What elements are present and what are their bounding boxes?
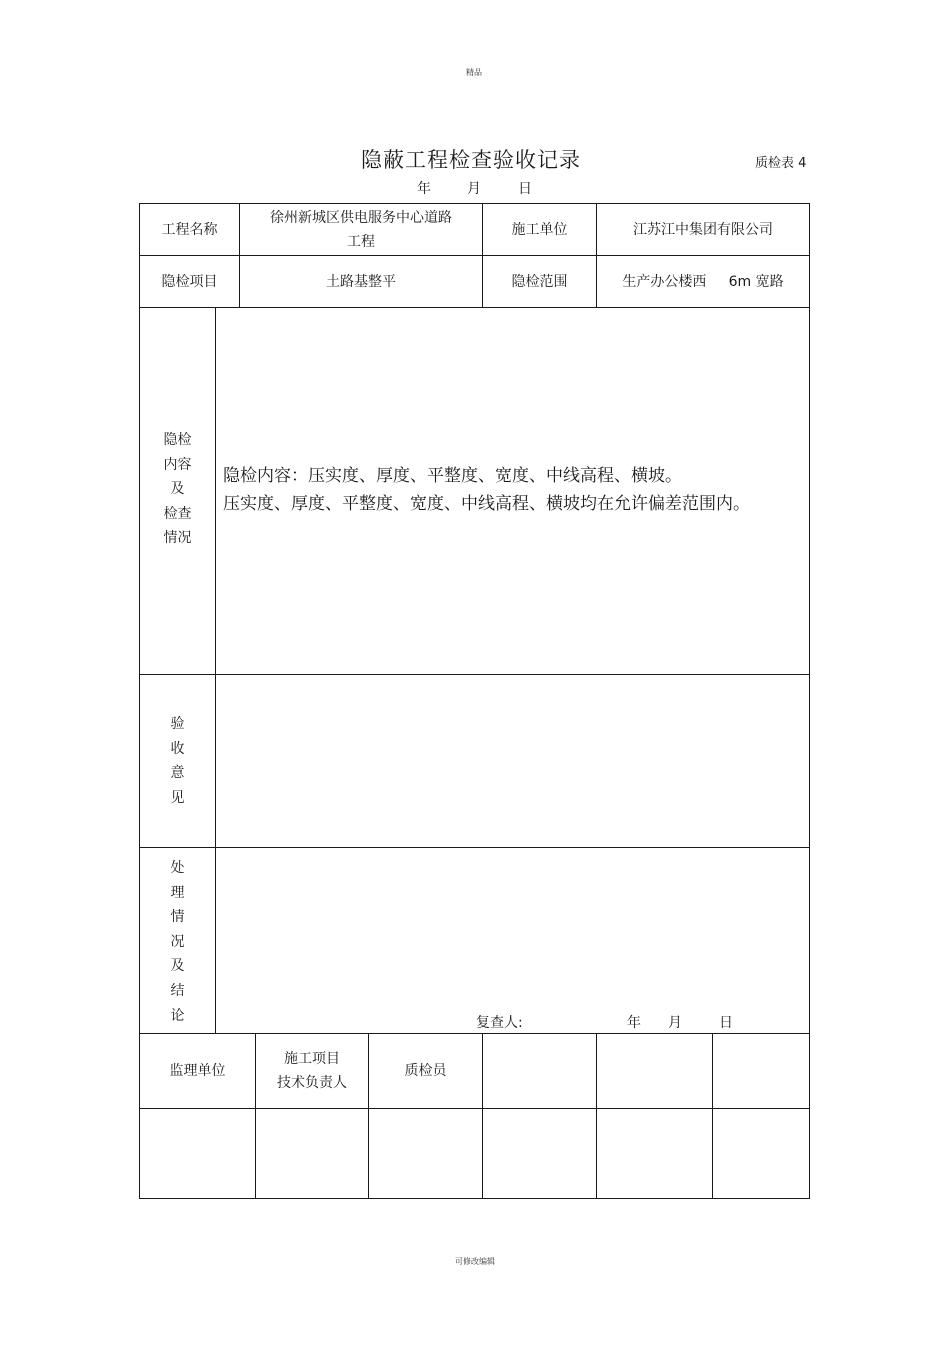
- inspection-scope: 生产办公楼西 6m 宽路: [622, 273, 784, 290]
- reviewer-row: [0, 1012, 950, 1032]
- header-date-month: 月: [467, 181, 481, 197]
- project-name-line2: 工程: [347, 233, 375, 250]
- header-date-year: 年: [417, 181, 431, 197]
- table-vline: [596, 1033, 597, 1199]
- label-inspection-item: 隐检项目: [161, 273, 218, 290]
- inspection-content-line1: 隐检内容：压实度、厚度、平整度、宽度、中线高程、横坡。: [223, 466, 682, 486]
- label-line: 及: [170, 481, 185, 498]
- header-date: [0, 178, 950, 198]
- footer-note: 可修改编辑: [455, 1257, 495, 1266]
- handling-section-label: [140, 856, 215, 1028]
- table-hline: [139, 307, 810, 308]
- tech-lead-line1: 施工项目: [284, 1051, 340, 1067]
- label-line: 情: [170, 909, 185, 926]
- label-tech-lead: [256, 1034, 368, 1108]
- acceptance-section-label: [140, 712, 215, 810]
- table-border-right: [809, 203, 810, 1199]
- reviewer-label: 复查人:: [476, 1015, 523, 1031]
- review-date-day: 日: [719, 1015, 733, 1031]
- label-line: 见: [170, 789, 185, 806]
- table-vline: [712, 1033, 713, 1199]
- label-line: 况: [170, 933, 185, 950]
- label-inspection-scope: 隐检范围: [511, 273, 568, 290]
- label-line: 意: [170, 765, 185, 782]
- project-name-line1: 徐州新城区供电服务中心道路: [270, 209, 452, 226]
- label-line: 及: [170, 958, 185, 975]
- inspection-section-label: [140, 428, 215, 551]
- review-date-month: 月: [668, 1015, 682, 1031]
- label-line: 隐检: [163, 432, 192, 448]
- label-line: 验: [170, 716, 185, 732]
- inspection-content-line2: 压实度、厚度、平整度、宽度、中线高程、横坡均在允许偏差范围内。: [223, 494, 750, 514]
- label-line: 结: [170, 982, 185, 999]
- project-name: [240, 204, 482, 255]
- label-line: 处: [170, 860, 185, 876]
- label-contractor: 施工单位: [511, 221, 568, 238]
- label-project-name: 工程名称: [161, 221, 218, 238]
- table-vline: [482, 1033, 483, 1199]
- table-hline: [139, 674, 810, 675]
- page-title: 隐蔽工程检查验收记录: [361, 148, 581, 172]
- table-hline: [139, 1108, 810, 1109]
- tech-lead-line2: 技术负责人: [277, 1075, 347, 1091]
- review-date-year: 年: [627, 1015, 641, 1031]
- label-line: 论: [170, 1007, 185, 1024]
- label-line: 内容: [163, 456, 192, 473]
- table-vline: [215, 307, 216, 1033]
- label-line: 理: [170, 884, 185, 901]
- header-date-day: 日: [518, 181, 532, 197]
- contractor-name: 江苏江中集团有限公司: [633, 221, 773, 238]
- table-hline: [139, 847, 810, 848]
- form-number: 质检表 4: [755, 156, 807, 171]
- label-line: 情况: [163, 530, 192, 547]
- label-supervisor: 监理单位: [169, 1063, 226, 1079]
- label-line: 检查: [163, 505, 192, 522]
- inspection-content: [223, 462, 750, 518]
- header-watermark: 精品: [466, 68, 482, 77]
- inspection-item: 土路基整平: [326, 273, 396, 290]
- label-line: 收: [170, 740, 185, 757]
- table-hline: [139, 1198, 810, 1199]
- label-qc: 质检员: [404, 1063, 447, 1079]
